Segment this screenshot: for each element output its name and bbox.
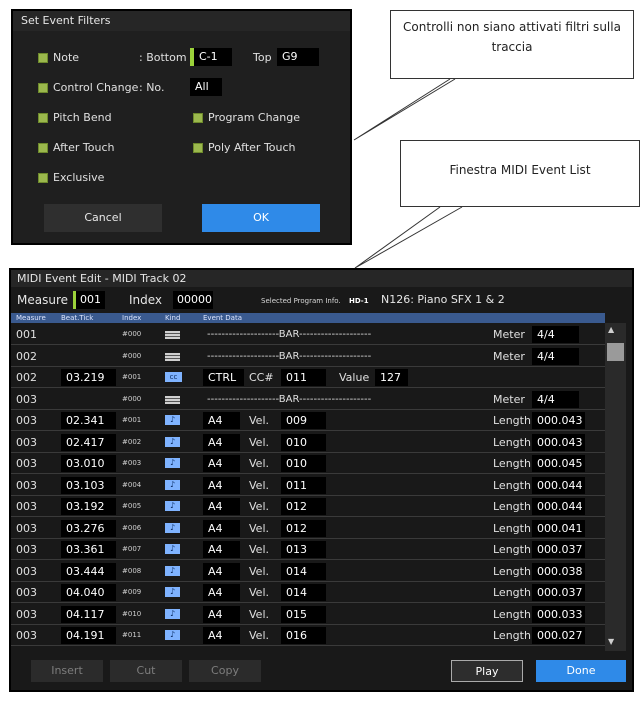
scroll-up-icon[interactable]: ▲ [608,325,615,334]
note-name[interactable]: A4 [203,541,240,558]
row-index: #003 [122,459,142,467]
measure-label: Measure [17,293,68,307]
row-measure: 003 [16,478,37,492]
length-value[interactable]: 000.044 [532,498,585,515]
note-event-icon: ♪ [165,630,180,640]
exclusive-label: Exclusive [53,171,105,184]
velocity-label: Vel. [249,629,269,642]
length-label: Length [493,586,531,599]
column-beat-tick: Beat.Tick [61,314,94,322]
note-name[interactable]: A4 [203,606,240,623]
row-index: #002 [122,437,142,446]
velocity-value[interactable]: 012 [281,520,326,537]
note-name[interactable]: A4 [203,584,240,601]
meter-value[interactable]: 4/4 [532,391,579,408]
note-event-icon: ♪ [165,566,180,576]
note-name[interactable]: A4 [203,412,240,429]
column-measure: Measure [16,314,46,322]
length-value[interactable]: 000.037 [532,541,585,558]
meter-value[interactable]: 4/4 [532,326,579,343]
bar-separator: --------------------BAR-------------------- [207,393,372,405]
meter-value[interactable]: 4/4 [532,348,579,365]
note-event-icon: ♪ [165,480,180,490]
note-event-icon: ♪ [165,415,180,425]
velocity-value[interactable]: 010 [281,455,326,472]
note-event-icon: ♪ [165,437,180,447]
row-measure: 003 [16,457,37,470]
row-measure: 003 [16,500,37,513]
row-beat-tick[interactable]: 03.276 [61,520,116,537]
event-row[interactable] [11,453,605,474]
row-index: #007 [122,545,142,553]
cc-number-label: : No. [139,81,165,94]
row-index: #004 [122,480,142,489]
length-label: Length [493,564,531,578]
note-event-icon: ♪ [165,523,180,533]
row-measure: 002 [16,349,37,363]
event-row[interactable] [11,432,605,453]
bottom-note-field[interactable]: C-1 [190,48,232,66]
note-name[interactable]: A4 [203,563,240,580]
bar-event-icon [165,331,180,339]
row-beat-tick[interactable]: 02.341 [61,412,116,429]
length-value[interactable]: 000.027 [532,627,585,644]
meter-label: Meter [493,392,525,406]
event-list-scrollbar[interactable] [605,323,626,651]
row-measure: 002 [16,371,37,384]
play-button[interactable]: Play [451,660,523,682]
cc-number-label: CC# [249,371,274,384]
row-index: #010 [122,609,142,618]
velocity-value[interactable]: 014 [281,563,326,580]
event-row[interactable] [11,346,605,367]
row-index: #000 [122,394,142,403]
meter-label: Meter [493,349,525,363]
velocity-label: Vel. [249,457,269,470]
top-note-field[interactable]: G9 [277,48,319,66]
bar-event-icon [165,396,180,404]
row-beat-tick[interactable]: 04.191 [61,627,116,644]
cc-number-value[interactable]: 011 [281,369,326,386]
velocity-value[interactable]: 013 [281,541,326,558]
velocity-label: Vel. [249,543,269,556]
filters-callout: Controlli non siano attivati filtri sulla traccia [390,10,634,79]
measure-field[interactable]: 001 [73,291,105,309]
row-measure: 003 [16,586,37,599]
row-beat-tick[interactable]: 02.417 [61,434,116,451]
column-event-data: Event Data [203,314,242,322]
scrollbar-thumb[interactable] [607,343,624,361]
event-row[interactable] [11,625,605,646]
velocity-value[interactable]: 010 [281,434,326,451]
velocity-label: Vel. [249,414,269,427]
done-button[interactable]: Done [536,660,626,682]
pitch-bend-label: Pitch Bend [53,111,112,124]
event-row[interactable] [11,389,605,410]
row-beat-tick[interactable]: 03.192 [61,498,116,515]
event-row[interactable] [11,582,605,603]
velocity-label: Vel. [249,564,269,578]
length-label: Length [493,414,531,427]
after-touch-label: After Touch [53,141,115,154]
velocity-value[interactable]: 015 [281,606,326,623]
note-event-icon: ♪ [165,609,180,619]
selected-program-name: N126: Piano SFX 1 & 2 [381,293,505,306]
program-change-label: Program Change [208,111,301,124]
length-value[interactable]: 000.043 [532,434,585,451]
event-row[interactable] [11,475,605,496]
row-measure: 003 [16,564,37,578]
row-measure: 003 [16,607,37,621]
note-label: Note [53,51,80,64]
meter-label: Meter [493,328,525,341]
length-value[interactable]: 000.044 [532,477,585,494]
length-label: Length [493,629,531,642]
event-row[interactable] [11,410,605,431]
row-beat-tick[interactable]: 04.117 [61,606,116,623]
note-event-icon: ♪ [165,544,180,554]
velocity-label: Vel. [249,521,269,535]
column-kind: Kind [165,314,181,322]
index-field[interactable]: 00000 [173,291,213,309]
velocity-value[interactable]: 016 [281,627,326,644]
row-index: #009 [122,588,142,596]
top-label: Top [253,51,272,64]
length-label: Length [493,457,531,470]
row-index: #000 [122,330,142,338]
velocity-label: Vel. [249,478,269,492]
row-measure: 003 [16,414,37,427]
event-list-callout-pointer [355,207,462,268]
value-label: Value [339,371,370,384]
row-index: #011 [122,631,142,639]
event-list-callout: Finestra MIDI Event List [400,140,640,207]
length-value[interactable]: 000.033 [532,606,585,623]
bar-separator: --------------------BAR-------------------- [207,350,372,362]
row-beat-tick[interactable]: 03.103 [61,477,116,494]
event-row[interactable] [11,496,605,517]
note-name[interactable]: A4 [203,477,240,494]
row-index: #000 [122,351,142,360]
note-name[interactable]: A4 [203,455,240,472]
scroll-down-icon[interactable]: ▼ [608,637,615,646]
bottom-label: : Bottom [139,51,187,64]
index-label: Index [129,293,163,307]
event-row[interactable] [11,604,605,625]
length-label: Length [493,521,531,535]
length-label: Length [493,435,531,449]
velocity-label: Vel. [249,607,269,621]
length-value[interactable]: 000.045 [532,455,585,472]
copy-button[interactable]: Copy [189,660,261,682]
note-event-icon: ♪ [165,587,180,597]
row-measure: 003 [16,521,37,535]
bar-event-icon [165,353,180,361]
length-value[interactable]: 000.041 [532,520,585,537]
row-index: #008 [122,566,142,575]
length-label: Length [493,607,531,621]
column-header-bar [11,313,605,323]
cut-button[interactable]: Cut [110,660,182,682]
velocity-label: Vel. [249,435,269,449]
event-type[interactable]: CTRL [203,369,244,386]
event-row[interactable] [11,539,605,560]
filters-callout-pointer [354,79,455,140]
row-index: #001 [122,373,142,381]
row-beat-tick[interactable]: 03.010 [61,455,116,472]
row-measure: 003 [16,392,37,406]
midi-event-edit-window [9,268,634,692]
poly-after-touch-label: Poly After Touch [208,141,296,154]
event-row[interactable] [11,518,605,539]
row-beat-tick[interactable]: 03.219 [61,369,116,386]
length-label: Length [493,543,531,556]
column-index: Index [122,314,142,322]
row-measure: 003 [16,435,37,449]
row-index: #001 [122,416,142,424]
window-title: MIDI Event Edit - MIDI Track 02 [11,270,632,287]
cancel-button[interactable]: Cancel [44,204,162,232]
event-row[interactable] [11,561,605,582]
note-name[interactable]: A4 [203,498,240,515]
row-index: #005 [122,502,142,510]
velocity-value[interactable]: 011 [281,477,326,494]
note-event-icon: ♪ [165,501,180,511]
dialog-title: Set Event Filters [13,11,350,31]
insert-button[interactable]: Insert [31,660,103,682]
row-measure: 003 [16,629,37,642]
row-measure: 003 [16,543,37,556]
velocity-label: Vel. [249,500,269,513]
control-change-label: Control Change [53,81,139,94]
cc-value[interactable]: 127 [375,369,408,386]
bar-separator: --------------------BAR-------------------- [207,329,372,340]
event-row[interactable] [11,367,605,388]
ok-button[interactable]: OK [202,204,320,232]
velocity-value[interactable]: 014 [281,584,326,601]
control-change-icon: cc [165,372,182,382]
note-name[interactable]: A4 [203,434,240,451]
selected-bank: HD-1 [349,297,369,305]
row-beat-tick[interactable]: 04.040 [61,584,116,601]
length-label: Length [493,478,531,492]
length-value[interactable]: 000.043 [532,412,585,429]
note-name[interactable]: A4 [203,520,240,537]
length-value[interactable]: 000.037 [532,584,585,601]
row-measure: 001 [16,328,37,341]
length-label: Length [493,500,531,513]
velocity-value[interactable]: 012 [281,498,326,515]
velocity-label: Vel. [249,586,269,599]
length-value[interactable]: 000.038 [532,563,585,580]
selected-program-label: Selected Program Info. [261,297,341,305]
row-beat-tick[interactable]: 03.361 [61,541,116,558]
cc-number-field[interactable]: All [190,78,222,96]
row-beat-tick[interactable]: 03.444 [61,563,116,580]
row-index: #006 [122,523,142,532]
note-name[interactable]: A4 [203,627,240,644]
event-row[interactable] [11,324,605,345]
velocity-value[interactable]: 009 [281,412,326,429]
note-event-icon: ♪ [165,458,180,468]
